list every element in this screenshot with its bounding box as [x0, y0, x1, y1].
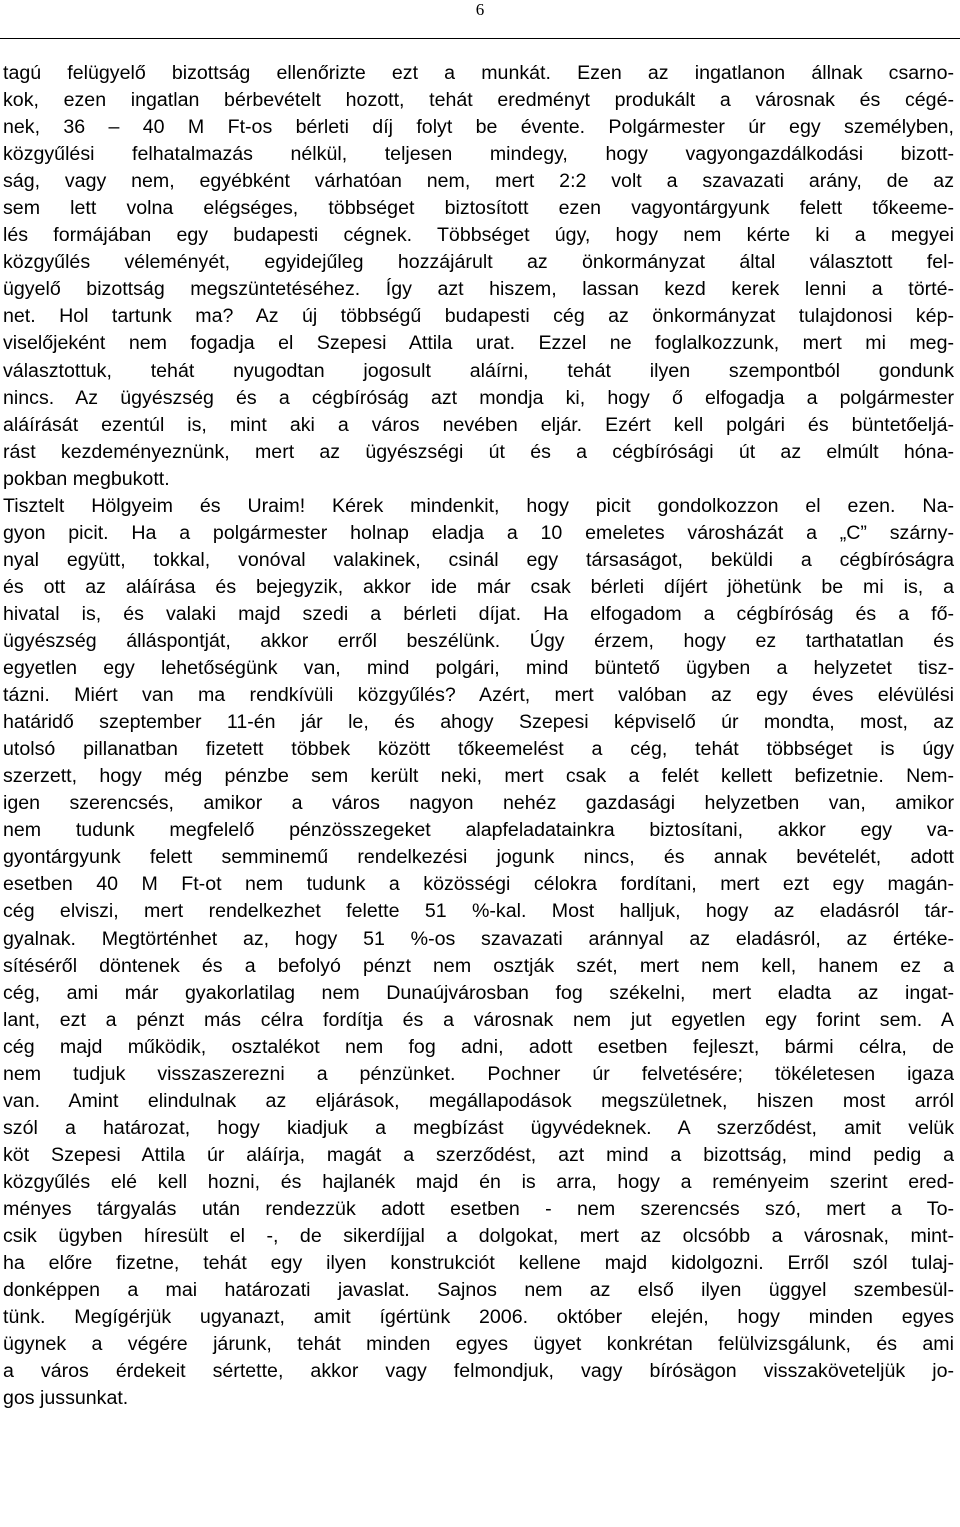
text-line: esetben 40 M Ft-ot nem tudunk a közösségi célokra fordítani, mert ezt egy magán- — [3, 873, 954, 896]
text-line: gyalnak. Megtörténhet az, hogy 51 %-os szavazati aránnyal az eladásról, az értéke- — [3, 927, 954, 950]
text-line: igen szerencsés, amikor a város nagyon nehéz gazdasági helyzetben van, amikor — [3, 792, 954, 815]
text-line: nek, 36 – 40 M Ft-os bérleti díj folyt be évente. Polgármester úr egy személyben, — [3, 116, 954, 139]
text-line: tünk. Megígérjük ugyanazt, amit ígértünk 2006. október elején, hogy minden egyes — [3, 1306, 954, 1329]
text-line: net. Hol tartunk ma? Az új többségű budapesti cég az önkormányzat tulajdonosi kép- — [3, 305, 954, 328]
text-line: köt Szepesi Attila úr aláírja, magát a szerződést, azt mind a bizottság, mind pedig a — [3, 1143, 954, 1166]
body-text — [3, 60, 954, 1412]
text-line: választottuk, tehát nyugodtan jogosult aláírni, tehát ilyen szempontból gondunk — [3, 359, 954, 382]
text-line: ha előre fizetne, tehát egy ilyen konstrukciót kellene majd kidolgozni. Erről szól tulaj- — [3, 1252, 954, 1275]
text-line: ügynek a végére járunk, tehát minden egyes ügyet konkrétan felülvizsgálunk, és ami — [3, 1333, 954, 1356]
text-line: donképpen a mai határozati javaslat. Sajnos nem az első ilyen üggyel szembesül- — [3, 1279, 954, 1302]
text-line: sem lett volna elégséges, többséget biztosított ezen vagyontárgyunk felett tőkeeme- — [3, 197, 954, 220]
text-line: ményes tárgyalás után rendezzük adott esetben - nem szerencsés szó, mert a To- — [3, 1197, 954, 1220]
page-number: 6 — [475, 0, 485, 19]
text-line: lés formájában egy budapesti cégnek. Többséget úgy, hogy nem kérte ki a megyei — [3, 224, 954, 247]
text-line: pokban megbukott. — [3, 467, 170, 490]
text-line: ügyelő bizottság megszüntetéséhez. Így azt hiszem, lassan kezd kerek lenni a törté- — [3, 278, 954, 301]
text-line: kok, ezen ingatlan bérbevételt hozott, tehát eredményt produkált a városnak és cégé- — [3, 89, 954, 112]
text-line: nem tudunk megfelelő pénzösszegeket alapfeladatainkra biztosítani, akkor egy va- — [3, 819, 954, 842]
text-line: közgyűlési felhatalmazás nélkül, teljesen mindegy, hogy vagyongazdálkodási bizott- — [3, 143, 954, 166]
text-line: cég, ami már gyakorlatilag nem Dunaújvárosban fog székelni, mert eladta az ingat- — [3, 981, 954, 1004]
text-line: gyon picit. Ha a polgármester holnap eladja a 10 emeletes városházát a „C” szárny- — [3, 521, 954, 544]
text-line: nyal együtt, tokkal, vonóval valakinek, csinál egy társaságot, beküldi a cégbíróságra — [3, 548, 954, 571]
text-line: gos jussunkat. — [3, 1387, 129, 1410]
text-line: határidő szeptember 11-én jár le, és ahogy Szepesi képviselő úr mondta, most, az — [3, 711, 954, 734]
header-divider — [0, 38, 960, 39]
text-line: tázni. Miért van ma rendkívüli közgyűlés? Azért, mert valóban az egy éves elévülési — [3, 684, 954, 707]
text-line: viselőjeként nem fogadja el Szepesi Attila urat. Ezzel ne foglalkozzunk, mert mi meg- — [3, 332, 954, 355]
text-line: szól a határozat, hogy kiadjuk a megbízást ügyvédeknek. A szerződést, amit velük — [3, 1116, 954, 1139]
text-line: cég majd működik, osztalékot nem fog adni, adott esetben fejleszt, bármi célra, de — [3, 1035, 954, 1058]
text-line: aláírását ezentúl is, mint aki a város nevében eljár. Ezért kell polgári és büntetőeljá- — [3, 413, 954, 436]
text-line: csik ügyben híresült el -, de sikerdíjjal a dolgokat, mert az olcsóbb a városnak, mint- — [3, 1225, 954, 1248]
text-line: szerzett, hogy még pénzbe sem került neki, mert csak a felét kellett befizetnie. Nem- — [3, 765, 954, 788]
text-line: egyetlen egy lehetőségünk van, mind polgári, mind büntető ügyben a helyzetet tisz- — [3, 657, 954, 680]
text-line: közgyűlés elé kell hozni, és hajlanék majd én is arra, hogy a reményeim szerint ered- — [3, 1170, 954, 1193]
text-line: tagú felügyelő bizottság ellenőrizte ezt a munkát. Ezen az ingatlanon állnak csarno- — [3, 62, 954, 84]
text-line: lant, ezt a pénzt más célra fordítja és a városnak nem jut egyetlen egy forint sem. A — [3, 1008, 954, 1031]
text-line: ság, vagy nem, egyébként várhatóan nem, mert 2:2 volt a szavazati arány, de az — [3, 170, 954, 193]
text-line: Tisztelt Hölgyeim és Uraim! Kérek mindenkit, hogy picit gondolkozzon el ezen. Na- — [3, 494, 954, 517]
text-line: utolsó pillanatban fizetett többek között tőkeemelést a cég, tehát többséget is úgy — [3, 738, 954, 761]
text-line: cég elviszi, mert rendelkezhet felette 51 %-kal. Most halljuk, hogy az eladásról tár- — [3, 900, 954, 923]
text-line: van. Amint elindulnak az eljárások, megállapodások megszületnek, hiszen most arról — [3, 1089, 954, 1112]
text-line: nem tudjuk visszaszerezni a pénzünket. Pochner úr felvetésére; tökéletesen igaza — [3, 1062, 954, 1085]
text-line: rást kezdeményeznünk, mert az ügyészségi út és a cégbírósági út az elmúlt hóna- — [3, 440, 954, 463]
text-line: és ott az aláírása és bejegyzik, akkor ide már csak bérleti díjért jöhetünk be mi is, a — [3, 575, 954, 598]
text-line: közgyűlés véleményét, egyidejűleg hozzájárult az önkormányzat által választott fel- — [3, 251, 954, 274]
text-line: sítéséről döntenek és a befolyó pénzt nem osztják szét, mert nem kell, hanem ez a — [3, 954, 954, 977]
text-line: nincs. Az ügyészség és a cégbíróság azt mondja ki, hogy ő elfogadja a polgármester — [3, 386, 954, 409]
text-line: hivatal is, és valaki majd szedi a bérleti díjat. Ha elfogadom a cégbíróság és a fő- — [3, 602, 954, 625]
text-line: gyontárgyunk felett semminemű rendelkezési jogunk nincs, és annak bevételét, adott — [3, 846, 954, 869]
text-line: a város érdekeit sértette, akkor vagy felmondjuk, vagy bírósägon visszakövetelјük jo- — [3, 1360, 954, 1383]
text-line: ügyészség álláspontját, akkor erről beszélünk. Úgy érzem, hogy ez tarthatatlan és — [3, 629, 954, 652]
